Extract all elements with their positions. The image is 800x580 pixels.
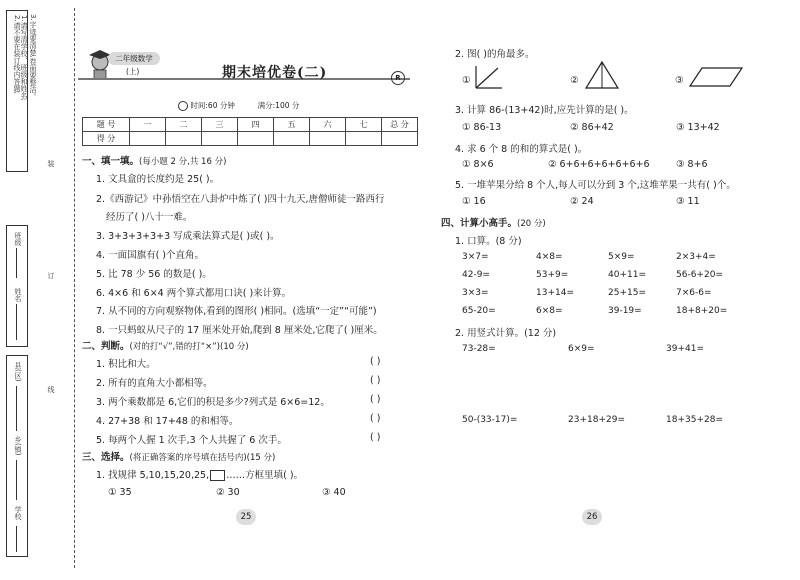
score-input-cell[interactable] [382, 132, 418, 146]
registered-mark: R [391, 71, 405, 85]
score-table-score-row [83, 132, 418, 146]
class-name-box [6, 225, 28, 347]
class-label: 班级 [14, 232, 22, 246]
choice-2-option-1[interactable]: ① [462, 75, 471, 86]
choice-4-option-3[interactable]: ③ 8+6 [676, 159, 708, 170]
choice-question-5: 5. 一堆苹果分给 8 个人,每人可以分到 3 个,这堆苹果一共有( )个。 [455, 180, 736, 191]
instructions-box [6, 10, 28, 172]
vertical-item[interactable]: 73-28= [462, 344, 496, 354]
choice-question-2: 2. 图( )的角最多。 [455, 49, 535, 60]
choice-5-option-3[interactable]: ③ 11 [676, 196, 700, 207]
instruction-3-col: 3.字迹要清楚,卷面要整洁。 [29, 14, 37, 100]
fill-question-8: 8. 一只蚂蚁从尺子的 17 厘米处开始,爬到 8 厘米处,它爬了( )厘米。 [96, 325, 383, 336]
score-cell: 一 [130, 118, 166, 132]
section-2-heading [82, 338, 249, 352]
district-label: 县(区) [14, 362, 22, 382]
score-input-cell[interactable] [238, 132, 274, 146]
oral-calc-heading: 1. 口算。(8 分) [455, 236, 522, 247]
score-input-cell[interactable] [202, 132, 238, 146]
judge-question-3: 3. 两个乘数都是 6,它们的积是多少?列式是 6×6=12。 [96, 397, 330, 408]
choice-question-1-text: 1. 找规律 5,10,15,20,25, [96, 470, 210, 481]
oral-item[interactable]: 65-20= [462, 306, 496, 316]
section-3-heading [82, 449, 275, 463]
choice-2-option-2[interactable]: ② [570, 75, 579, 86]
judge-question-2: 2. 所有的直角大小都相等。 [96, 378, 213, 389]
score-cell: 题 号 [83, 118, 130, 132]
score-input-cell[interactable] [310, 132, 346, 146]
choice-4-option-2[interactable]: ② 6+6+6+6+6+6+6 [548, 159, 650, 170]
oral-item[interactable]: 6×8= [536, 306, 563, 316]
full-score: 满分:100 分 [257, 101, 300, 110]
score-input-cell[interactable] [346, 132, 382, 146]
binding-sidebar [6, 10, 74, 560]
score-cell: 三 [202, 118, 238, 132]
oral-item[interactable]: 18+8+20= [676, 306, 728, 316]
fill-question-2-cont: 经历了( )八十一难。 [106, 212, 193, 223]
fill-question-5: 5. 比 78 少 56 的数是( )。 [96, 269, 212, 280]
section-1-heading [82, 153, 226, 167]
triangle-figure-icon [584, 60, 620, 90]
choice-3-option-1[interactable]: ① 86-13 [462, 122, 502, 133]
choice-1-option-1[interactable]: ① 35 [108, 487, 132, 498]
clock-icon [178, 101, 188, 111]
school-blank[interactable] [16, 526, 17, 552]
page-number-right: 26 [582, 509, 602, 525]
score-input-cell[interactable] [274, 132, 310, 146]
score-table-header-row [83, 118, 418, 132]
fill-question-4: 4. 一面国旗有( )个直角。 [96, 250, 205, 261]
town-blank[interactable] [16, 460, 17, 500]
score-cell: 总 分 [382, 118, 418, 132]
oral-item[interactable]: 42-9= [462, 270, 490, 280]
oral-item[interactable]: 25+15= [608, 288, 646, 298]
score-input-cell[interactable] [166, 132, 202, 146]
instruction-1: 1.请写清学校、班级和姓名; [20, 15, 28, 102]
choice-5-option-2[interactable]: ② 24 [570, 196, 594, 207]
section-2-title: 二、判断。 [82, 341, 130, 352]
oral-item[interactable]: 7×6-6= [676, 288, 712, 298]
section-4-title: 四、计算小高手。 [441, 218, 518, 229]
binding-mark-1: 装 [47, 160, 55, 167]
oral-item[interactable]: 39-19= [608, 306, 642, 316]
judge-question-5: 5. 每两个人握 1 次手,3 个人共握了 6 次手。 [96, 435, 287, 446]
binding-mark-3: 线 [47, 386, 55, 393]
town-label: 乡(镇) [14, 436, 22, 456]
section-2-note: (对的打“√”,错的打“×”)(10 分) [129, 342, 249, 352]
grade-label: 二年级数学 [108, 52, 160, 65]
oral-item[interactable]: 56-6+20= [676, 270, 723, 280]
parallelogram-figure-icon [688, 66, 744, 88]
vertical-item[interactable]: 6×9= [568, 344, 595, 354]
oral-item[interactable]: 13+14= [536, 288, 574, 298]
oral-item[interactable]: 4×8= [536, 252, 563, 262]
oral-item[interactable]: 3×3= [462, 288, 489, 298]
page-title: 期末培优卷(二) [222, 65, 328, 81]
name-label: 姓名 [14, 288, 22, 302]
angle-figure-icon [474, 64, 504, 90]
volume-label: (上) [126, 67, 140, 76]
score-cell: 五 [274, 118, 310, 132]
pattern-blank-box[interactable] [210, 470, 225, 481]
section-4-heading [441, 215, 546, 229]
judge-answer-4[interactable]: ( ) [370, 413, 381, 424]
time-limit: 时间:60 分钟 [190, 101, 235, 110]
vertical-calc-heading: 2. 用竖式计算。(12 分) [455, 328, 557, 339]
choice-1-option-2[interactable]: ② 30 [216, 487, 240, 498]
score-cell: 四 [238, 118, 274, 132]
choice-2-option-3[interactable]: ③ [675, 75, 684, 86]
judge-answer-2[interactable]: ( ) [370, 375, 381, 386]
judge-answer-3[interactable]: ( ) [370, 394, 381, 405]
vertical-item[interactable]: 39+41= [666, 344, 704, 354]
section-1-title: 一、填一填。 [82, 156, 140, 167]
page-number-left: 25 [236, 509, 256, 525]
binding-cut-line [74, 8, 75, 568]
oral-item[interactable]: 40+11= [608, 270, 646, 280]
judge-answer-1[interactable]: ( ) [370, 356, 381, 367]
score-cell: 七 [346, 118, 382, 132]
vertical-item[interactable]: 50-(33-17)= [462, 415, 518, 425]
exam-meta [178, 100, 299, 111]
vertical-item[interactable]: 18+35+28= [666, 415, 723, 425]
choice-1-option-3[interactable]: ③ 40 [322, 487, 346, 498]
choice-question-1 [96, 467, 303, 481]
score-cell: 六 [310, 118, 346, 132]
section-3-note: (将正确答案的序号填在括号内)(15 分) [129, 453, 276, 463]
score-table [82, 117, 418, 146]
choice-question-4: 4. 求 6 个 8 的和的算式是( )。 [455, 144, 588, 155]
class-blank[interactable] [16, 248, 17, 278]
choice-5-option-1[interactable]: ① 16 [462, 196, 486, 207]
judge-question-4: 4. 27+38 和 17+48 的和相等。 [96, 416, 239, 427]
school-label: 学校 [14, 506, 22, 520]
fill-question-7: 7. 从不同的方向观察物体,看到的图形( )相同。(选填“一定”“可能”) [96, 306, 377, 317]
section-4-note: (20 分) [517, 219, 546, 229]
oral-item[interactable]: 53+9= [536, 270, 569, 280]
fill-question-1: 1. 文具盒的长度约是 25( )。 [96, 174, 220, 185]
oral-item[interactable]: 3×7= [462, 252, 489, 262]
fill-question-2: 2.《西游记》中孙悟空在八卦炉中炼了( )四十九天,唐僧师徒一路西行 [96, 194, 385, 205]
choice-3-option-2[interactable]: ② 86+42 [570, 122, 614, 133]
district-blank[interactable] [16, 386, 17, 431]
oral-item[interactable]: 5×9= [608, 252, 635, 262]
choice-3-option-3[interactable]: ③ 13+42 [676, 122, 720, 133]
score-cell: 得 分 [83, 132, 130, 146]
choice-question-1-tail: ……方框里填( )。 [226, 470, 304, 481]
judge-question-1: 1. 积比和大。 [96, 359, 156, 370]
binding-mark-2: 订 [47, 272, 55, 279]
instruction-2: 2.请不要在装订线内答题; [13, 15, 21, 95]
name-blank[interactable] [16, 304, 17, 340]
section-1-note: (每小题 2 分,共 16 分) [139, 157, 227, 167]
section-3-title: 三、选择。 [82, 452, 130, 463]
choice-4-option-1[interactable]: ① 8×6 [462, 159, 494, 170]
fill-question-3: 3. 3+3+3+3+3 写成乘法算式是( )或( )。 [96, 231, 280, 242]
school-box [6, 355, 28, 557]
oral-item[interactable]: 2×3+4= [676, 252, 716, 262]
score-cell: 二 [166, 118, 202, 132]
judge-answer-5[interactable]: ( ) [370, 432, 381, 443]
score-input-cell[interactable] [130, 132, 166, 146]
vertical-item[interactable]: 23+18+29= [568, 415, 625, 425]
fill-question-6: 6. 4×6 和 6×4 两个算式都用口诀( )来计算。 [96, 288, 292, 299]
choice-question-3: 3. 计算 86-(13+42)时,应先计算的是( )。 [455, 105, 634, 116]
